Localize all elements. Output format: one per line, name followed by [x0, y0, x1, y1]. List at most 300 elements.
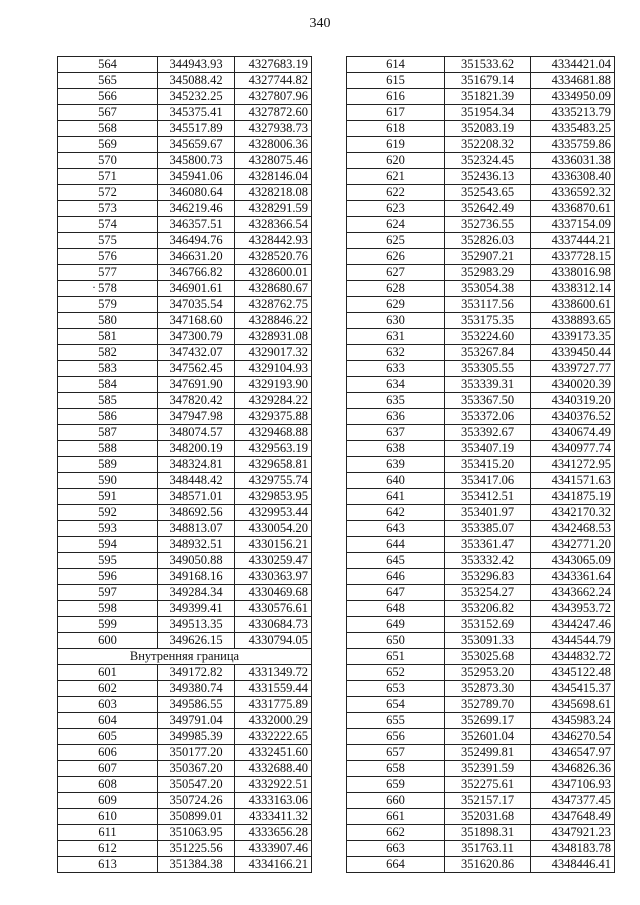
x-coordinate: 353392.67 — [445, 425, 531, 441]
table-row — [58, 185, 312, 201]
x-coordinate: 351898.31 — [445, 825, 531, 841]
point-number: 652 — [347, 665, 445, 681]
point-number: 662 — [347, 825, 445, 841]
y-coordinate: 4338893.65 — [531, 313, 615, 329]
point-number: 601 — [58, 665, 158, 681]
x-coordinate: 352083.19 — [445, 121, 531, 137]
x-coordinate: 348200.19 — [158, 441, 235, 457]
scan-mark: · — [92, 280, 96, 294]
x-coordinate: 352157.17 — [445, 793, 531, 809]
point-number: 627 — [347, 265, 445, 281]
y-coordinate: 4329375.88 — [235, 409, 312, 425]
x-coordinate: 345659.67 — [158, 137, 235, 153]
table-row — [347, 185, 615, 201]
table-row — [347, 697, 615, 713]
x-coordinate: 350899.01 — [158, 809, 235, 825]
table-row — [58, 201, 312, 217]
point-number: 613 — [58, 857, 158, 873]
point-number: 633 — [347, 361, 445, 377]
table-row — [58, 345, 312, 361]
point-number: 611 — [58, 825, 158, 841]
x-coordinate: 349050.88 — [158, 553, 235, 569]
point-number: 661 — [347, 809, 445, 825]
y-coordinate: 4329468.88 — [235, 425, 312, 441]
point-number: 637 — [347, 425, 445, 441]
point-number: 607 — [58, 761, 158, 777]
x-coordinate: 351821.39 — [445, 89, 531, 105]
table-row — [347, 713, 615, 729]
section-label: Внутренняя граница — [58, 649, 312, 665]
y-coordinate: 4328146.04 — [235, 169, 312, 185]
y-coordinate: 4336308.40 — [531, 169, 615, 185]
y-coordinate: 4335759.86 — [531, 137, 615, 153]
point-number: 649 — [347, 617, 445, 633]
table-row — [347, 457, 615, 473]
x-coordinate: 346631.20 — [158, 249, 235, 265]
x-coordinate: 349586.55 — [158, 697, 235, 713]
table-row — [58, 73, 312, 89]
table-row — [58, 697, 312, 713]
y-coordinate: 4330259.47 — [235, 553, 312, 569]
y-coordinate: 4347921.23 — [531, 825, 615, 841]
table-row — [58, 377, 312, 393]
x-coordinate: 349985.39 — [158, 729, 235, 745]
x-coordinate: 347168.60 — [158, 313, 235, 329]
y-coordinate: 4342771.20 — [531, 537, 615, 553]
point-number: 567 — [58, 105, 158, 121]
x-coordinate: 346766.82 — [158, 265, 235, 281]
y-coordinate: 4348446.41 — [531, 857, 615, 873]
table-row — [347, 569, 615, 585]
page-number: 340 — [309, 16, 331, 31]
point-number: 609 — [58, 793, 158, 809]
x-coordinate: 349513.35 — [158, 617, 235, 633]
x-coordinate: 352826.03 — [445, 233, 531, 249]
x-coordinate: 353025.68 — [445, 649, 531, 665]
table-row — [347, 841, 615, 857]
y-coordinate: 4329284.22 — [235, 393, 312, 409]
point-number: 659 — [347, 777, 445, 793]
x-coordinate: 349284.34 — [158, 585, 235, 601]
table-row — [347, 57, 615, 73]
y-coordinate: 4330054.20 — [235, 521, 312, 537]
coordinates-table-right — [346, 56, 615, 873]
y-coordinate: 4328931.08 — [235, 329, 312, 345]
x-coordinate: 348448.42 — [158, 473, 235, 489]
table-row — [347, 393, 615, 409]
x-coordinate: 353152.69 — [445, 617, 531, 633]
x-coordinate: 348324.81 — [158, 457, 235, 473]
x-coordinate: 352208.32 — [445, 137, 531, 153]
x-coordinate: 345941.06 — [158, 169, 235, 185]
table-row — [347, 121, 615, 137]
x-coordinate: 348932.51 — [158, 537, 235, 553]
y-coordinate: 4330363.97 — [235, 569, 312, 585]
point-number: 570 — [58, 153, 158, 169]
y-coordinate: 4341571.63 — [531, 473, 615, 489]
y-coordinate: 4333907.46 — [235, 841, 312, 857]
point-number: 618 — [347, 121, 445, 137]
x-coordinate: 352699.17 — [445, 713, 531, 729]
table-row — [58, 153, 312, 169]
x-coordinate: 347947.98 — [158, 409, 235, 425]
point-number: 583 — [58, 361, 158, 377]
table-row — [347, 425, 615, 441]
x-coordinate: 346219.46 — [158, 201, 235, 217]
y-coordinate: 4343361.64 — [531, 569, 615, 585]
y-coordinate: 4337444.21 — [531, 233, 615, 249]
table-row — [58, 57, 312, 73]
y-coordinate: 4335213.79 — [531, 105, 615, 121]
point-number: 592 — [58, 505, 158, 521]
point-number: 640 — [347, 473, 445, 489]
point-number: 632 — [347, 345, 445, 361]
table-row — [347, 409, 615, 425]
y-coordinate: 4330684.73 — [235, 617, 312, 633]
table-row — [347, 857, 615, 873]
point-number: 634 — [347, 377, 445, 393]
table-row — [347, 249, 615, 265]
y-coordinate: 4345698.61 — [531, 697, 615, 713]
point-number: 602 — [58, 681, 158, 697]
point-number: 629 — [347, 297, 445, 313]
y-coordinate: 4329563.19 — [235, 441, 312, 457]
table-row — [347, 377, 615, 393]
table-row — [347, 105, 615, 121]
point-number: 623 — [347, 201, 445, 217]
y-coordinate: 4328006.36 — [235, 137, 312, 153]
point-number: 628 — [347, 281, 445, 297]
x-coordinate: 347691.90 — [158, 377, 235, 393]
point-number: 636 — [347, 409, 445, 425]
x-coordinate: 351225.56 — [158, 841, 235, 857]
point-number: 660 — [347, 793, 445, 809]
y-coordinate: 4328846.22 — [235, 313, 312, 329]
y-coordinate: 4343065.09 — [531, 553, 615, 569]
x-coordinate: 353224.60 — [445, 329, 531, 345]
point-number: 620 — [347, 153, 445, 169]
x-coordinate: 349791.04 — [158, 713, 235, 729]
y-coordinate: 4332000.29 — [235, 713, 312, 729]
x-coordinate: 347300.79 — [158, 329, 235, 345]
x-coordinate: 346080.64 — [158, 185, 235, 201]
x-coordinate: 347432.07 — [158, 345, 235, 361]
table-row — [347, 361, 615, 377]
y-coordinate: 4346826.36 — [531, 761, 615, 777]
y-coordinate: 4342170.32 — [531, 505, 615, 521]
point-number: 608 — [58, 777, 158, 793]
table-row — [58, 441, 312, 457]
x-coordinate: 353417.06 — [445, 473, 531, 489]
table-row — [347, 297, 615, 313]
y-coordinate: 4345122.48 — [531, 665, 615, 681]
point-number: 612 — [58, 841, 158, 857]
x-coordinate: 352275.61 — [445, 777, 531, 793]
point-number: 579 — [58, 297, 158, 313]
point-number: 619 — [347, 137, 445, 153]
table-row — [58, 857, 312, 873]
y-coordinate: 4345983.24 — [531, 713, 615, 729]
point-number: 657 — [347, 745, 445, 761]
table-row — [347, 761, 615, 777]
point-number: 624 — [347, 217, 445, 233]
point-number: 594 — [58, 537, 158, 553]
point-number: 647 — [347, 585, 445, 601]
table-row — [58, 265, 312, 281]
y-coordinate: 4347648.49 — [531, 809, 615, 825]
y-coordinate: 4327744.82 — [235, 73, 312, 89]
x-coordinate: 352543.65 — [445, 185, 531, 201]
point-number: 655 — [347, 713, 445, 729]
point-number: 606 — [58, 745, 158, 761]
x-coordinate: 345375.41 — [158, 105, 235, 121]
table-row — [347, 201, 615, 217]
y-coordinate: 4332688.40 — [235, 761, 312, 777]
table-row — [347, 89, 615, 105]
point-number: 610 — [58, 809, 158, 825]
table-row — [58, 761, 312, 777]
point-number: 604 — [58, 713, 158, 729]
table-row — [347, 169, 615, 185]
point-number: 635 — [347, 393, 445, 409]
table-row — [347, 729, 615, 745]
y-coordinate: 4340376.52 — [531, 409, 615, 425]
table-row — [58, 489, 312, 505]
point-number: 645 — [347, 553, 445, 569]
y-coordinate: 4343953.72 — [531, 601, 615, 617]
y-coordinate: 4334950.09 — [531, 89, 615, 105]
x-coordinate: 347820.42 — [158, 393, 235, 409]
point-number: 591 — [58, 489, 158, 505]
x-coordinate: 353296.83 — [445, 569, 531, 585]
table-row — [58, 169, 312, 185]
point-number: 577 — [58, 265, 158, 281]
x-coordinate: 351384.38 — [158, 857, 235, 873]
y-coordinate: 4332922.51 — [235, 777, 312, 793]
table-row — [58, 473, 312, 489]
x-coordinate: 348813.07 — [158, 521, 235, 537]
table-row — [58, 825, 312, 841]
y-coordinate: 4340020.39 — [531, 377, 615, 393]
table-row — [347, 153, 615, 169]
point-number: 582 — [58, 345, 158, 361]
point-number: 571 — [58, 169, 158, 185]
x-coordinate: 350547.20 — [158, 777, 235, 793]
x-coordinate: 353054.38 — [445, 281, 531, 297]
y-coordinate: 4328762.75 — [235, 297, 312, 313]
x-coordinate: 347035.54 — [158, 297, 235, 313]
table-row — [58, 329, 312, 345]
x-coordinate: 345800.73 — [158, 153, 235, 169]
y-coordinate: 4344832.72 — [531, 649, 615, 665]
table-row — [347, 137, 615, 153]
table-row — [58, 713, 312, 729]
x-coordinate: 345517.89 — [158, 121, 235, 137]
y-coordinate: 4338016.98 — [531, 265, 615, 281]
x-coordinate: 353415.20 — [445, 457, 531, 473]
x-coordinate: 353206.82 — [445, 601, 531, 617]
x-coordinate: 352391.59 — [445, 761, 531, 777]
point-number: 586 — [58, 409, 158, 425]
table-row — [347, 777, 615, 793]
table-row — [58, 729, 312, 745]
y-coordinate: 4330156.21 — [235, 537, 312, 553]
x-coordinate: 353412.51 — [445, 489, 531, 505]
y-coordinate: 4334681.88 — [531, 73, 615, 89]
point-number: 614 — [347, 57, 445, 73]
x-coordinate: 351763.11 — [445, 841, 531, 857]
table-row — [347, 233, 615, 249]
table-row — [347, 265, 615, 281]
x-coordinate: 345088.42 — [158, 73, 235, 89]
table-row — [58, 617, 312, 633]
y-coordinate: 4332222.65 — [235, 729, 312, 745]
coordinates-table-left — [57, 56, 312, 873]
table-row — [347, 793, 615, 809]
x-coordinate: 350177.20 — [158, 745, 235, 761]
table-row — [58, 105, 312, 121]
y-coordinate: 4333411.32 — [235, 809, 312, 825]
point-number: 573 — [58, 201, 158, 217]
y-coordinate: 4330576.61 — [235, 601, 312, 617]
table-row — [58, 553, 312, 569]
table-row — [58, 745, 312, 761]
x-coordinate: 353267.84 — [445, 345, 531, 361]
y-coordinate: 4327872.60 — [235, 105, 312, 121]
point-number: 651 — [347, 649, 445, 665]
x-coordinate: 348074.57 — [158, 425, 235, 441]
x-coordinate: 352499.81 — [445, 745, 531, 761]
x-coordinate: 352324.45 — [445, 153, 531, 169]
table-row — [347, 217, 615, 233]
x-coordinate: 349168.16 — [158, 569, 235, 585]
table-row — [347, 825, 615, 841]
table-row — [58, 681, 312, 697]
table-row — [347, 441, 615, 457]
point-number: 646 — [347, 569, 445, 585]
y-coordinate: 4337728.15 — [531, 249, 615, 265]
x-coordinate: 353401.97 — [445, 505, 531, 521]
x-coordinate: 353407.19 — [445, 441, 531, 457]
table-row — [347, 665, 615, 681]
y-coordinate: 4329193.90 — [235, 377, 312, 393]
y-coordinate: 4330469.68 — [235, 585, 312, 601]
point-number: 580 — [58, 313, 158, 329]
y-coordinate: 4345415.37 — [531, 681, 615, 697]
x-coordinate: 353175.35 — [445, 313, 531, 329]
point-number: 603 — [58, 697, 158, 713]
y-coordinate: 4333163.06 — [235, 793, 312, 809]
point-number: 616 — [347, 89, 445, 105]
point-number: 639 — [347, 457, 445, 473]
y-coordinate: 4342468.53 — [531, 521, 615, 537]
point-number: 585 — [58, 393, 158, 409]
y-coordinate: 4346547.97 — [531, 745, 615, 761]
point-number: 617 — [347, 105, 445, 121]
y-coordinate: 4330794.05 — [235, 633, 312, 649]
point-number: 663 — [347, 841, 445, 857]
point-number: 599 — [58, 617, 158, 633]
point-number: 656 — [347, 729, 445, 745]
y-coordinate: 4346270.54 — [531, 729, 615, 745]
y-coordinate: 4329104.93 — [235, 361, 312, 377]
point-number: 564 — [58, 57, 158, 73]
table-row — [58, 505, 312, 521]
section-row — [58, 649, 312, 665]
point-number: 615 — [347, 73, 445, 89]
point-number: 597 — [58, 585, 158, 601]
point-number: 593 — [58, 521, 158, 537]
table-row — [58, 89, 312, 105]
y-coordinate: 4344544.79 — [531, 633, 615, 649]
point-number: 589 — [58, 457, 158, 473]
table-row — [58, 313, 312, 329]
x-coordinate: 348692.56 — [158, 505, 235, 521]
x-coordinate: 347562.45 — [158, 361, 235, 377]
table-row — [58, 217, 312, 233]
y-coordinate: 4328680.67 — [235, 281, 312, 297]
table-row — [347, 329, 615, 345]
y-coordinate: 4347377.45 — [531, 793, 615, 809]
table-row — [347, 681, 615, 697]
point-number: 625 — [347, 233, 445, 249]
y-coordinate: 4327807.96 — [235, 89, 312, 105]
x-coordinate: 352789.70 — [445, 697, 531, 713]
table-row — [347, 745, 615, 761]
y-coordinate: 4340977.74 — [531, 441, 615, 457]
table-row — [347, 601, 615, 617]
point-number: 622 — [347, 185, 445, 201]
point-number: 654 — [347, 697, 445, 713]
x-coordinate: 352983.29 — [445, 265, 531, 281]
y-coordinate: 4328442.93 — [235, 233, 312, 249]
point-number: 587 — [58, 425, 158, 441]
table-row — [58, 665, 312, 681]
y-coordinate: 4336870.61 — [531, 201, 615, 217]
x-coordinate: 352642.49 — [445, 201, 531, 217]
point-number: 605 — [58, 729, 158, 745]
point-number: 664 — [347, 857, 445, 873]
point-number: 569 — [58, 137, 158, 153]
point-number: 650 — [347, 633, 445, 649]
table-row — [58, 409, 312, 425]
point-number: 644 — [347, 537, 445, 553]
point-number: 566 — [58, 89, 158, 105]
y-coordinate: 4328291.59 — [235, 201, 312, 217]
point-number: 598 — [58, 601, 158, 617]
x-coordinate: 352436.13 — [445, 169, 531, 185]
table-row — [347, 633, 615, 649]
x-coordinate: 353091.33 — [445, 633, 531, 649]
point-number: 648 — [347, 601, 445, 617]
y-coordinate: 4340319.20 — [531, 393, 615, 409]
table-row — [58, 841, 312, 857]
point-number: 595 — [58, 553, 158, 569]
table-row — [347, 505, 615, 521]
table-row — [58, 137, 312, 153]
table-row — [347, 649, 615, 665]
table-row — [58, 569, 312, 585]
y-coordinate: 4341875.19 — [531, 489, 615, 505]
table-row — [58, 393, 312, 409]
point-number: 641 — [347, 489, 445, 505]
x-coordinate: 353361.47 — [445, 537, 531, 553]
y-coordinate: 4329658.81 — [235, 457, 312, 473]
y-coordinate: 4331775.89 — [235, 697, 312, 713]
table-row — [58, 425, 312, 441]
point-number: 600 — [58, 633, 158, 649]
y-coordinate: 4347106.93 — [531, 777, 615, 793]
